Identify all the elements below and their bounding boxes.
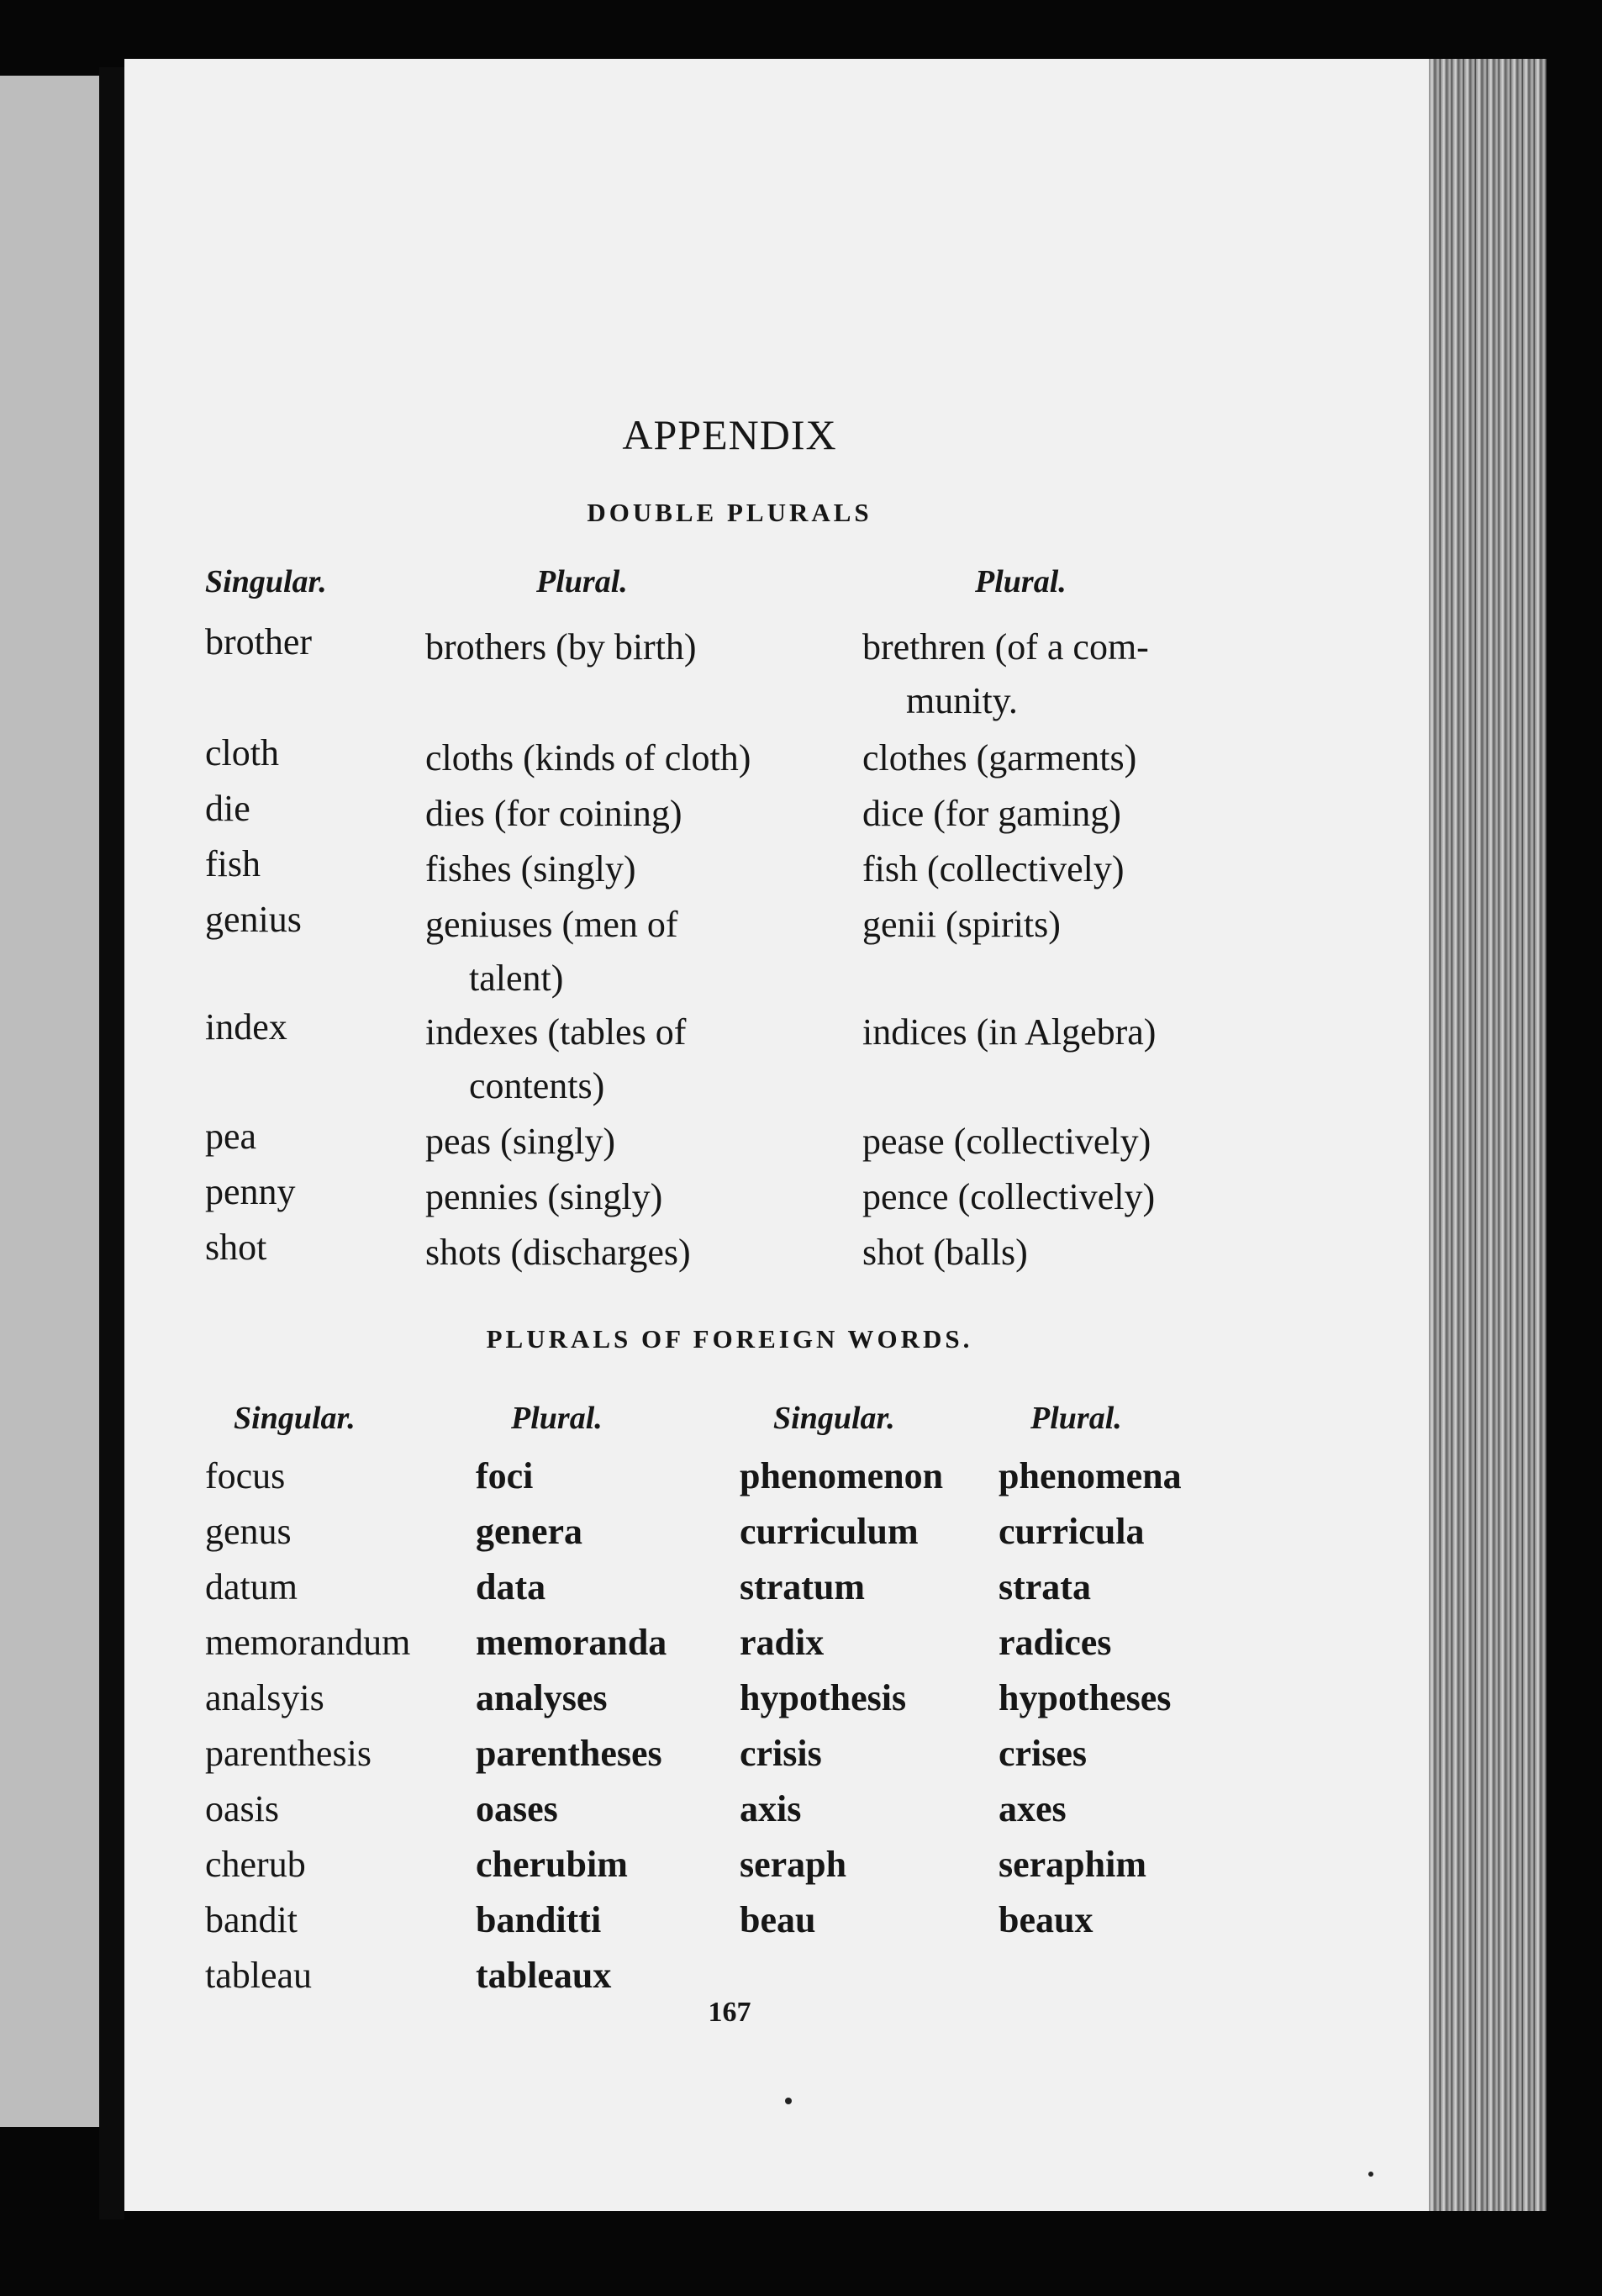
column-header-singular: Singular. xyxy=(205,564,327,599)
plural-alt-text: dice (for gaming) xyxy=(862,793,1121,834)
plural-text: fishes (singly) xyxy=(425,848,636,889)
plural-text: peas (singly) xyxy=(425,1121,616,1162)
plural-cell xyxy=(425,1005,686,1113)
plural-cell xyxy=(425,731,751,785)
singular-cell: memorandum xyxy=(205,1622,411,1663)
plural-alt-text: clothes (garments) xyxy=(862,737,1137,779)
singular-cell: genius xyxy=(205,899,302,940)
scan-speck xyxy=(1368,2172,1373,2177)
plural-cell xyxy=(425,787,682,841)
table-row xyxy=(124,1898,1437,1952)
plural-alt-text: fish (collectively) xyxy=(862,848,1125,889)
singular-cell: parenthesis xyxy=(205,1733,372,1774)
column-header-plural: Plural. xyxy=(536,564,628,599)
plural-cell xyxy=(425,620,697,674)
singular-cell: pea xyxy=(205,1116,257,1157)
plural-alt-text: indices (in Algebra) xyxy=(862,1011,1157,1053)
plural-cell: genera xyxy=(476,1511,583,1552)
plural-alt-text: brethren (of a com- xyxy=(862,626,1149,668)
plural-cell: analyses xyxy=(476,1677,608,1718)
column-header-plural-alt: Plural. xyxy=(1030,1401,1122,1436)
table-row xyxy=(124,1565,1437,1619)
column-header-plural-alt: Plural. xyxy=(975,564,1067,599)
column-header-plural: Plural. xyxy=(511,1401,603,1436)
page-stack-edge xyxy=(1429,59,1547,2211)
singular-cell: penny xyxy=(205,1171,296,1212)
singular-cell: genus xyxy=(205,1511,292,1552)
page-number: 167 xyxy=(708,1997,751,2028)
singular-cell: cloth xyxy=(205,732,279,773)
singular-alt-cell: hypothesis xyxy=(740,1677,907,1718)
book-page xyxy=(124,59,1437,2211)
plural-cell: oases xyxy=(476,1788,558,1829)
left-page-edge xyxy=(0,76,99,2127)
plural-alt-cell xyxy=(862,898,1061,952)
plural-alt-cell: phenomena xyxy=(999,1455,1182,1496)
table-row xyxy=(124,842,1437,896)
singular-alt-cell: radix xyxy=(740,1622,825,1663)
table-row xyxy=(124,1170,1437,1224)
plural-cell: cherubim xyxy=(476,1844,628,1885)
table-row xyxy=(124,1226,1437,1280)
plural-text-continued: talent) xyxy=(469,958,564,999)
section-title-double-plurals: DOUBLE PLURALS xyxy=(587,498,872,527)
singular-alt-cell: seraph xyxy=(740,1844,847,1885)
table-row xyxy=(124,787,1437,841)
plural-alt-cell xyxy=(862,731,1136,785)
plural-text: cloths (kinds of cloth) xyxy=(425,737,751,779)
singular-cell: focus xyxy=(205,1455,286,1496)
table-row xyxy=(124,1510,1437,1564)
plural-alt-cell xyxy=(862,842,1125,896)
column-header-singular: Singular. xyxy=(234,1401,356,1436)
singular-alt-cell: stratum xyxy=(740,1566,866,1607)
plural-alt-cell xyxy=(862,787,1121,841)
plural-alt-cell xyxy=(862,620,1149,728)
plural-alt-cell: beaux xyxy=(999,1899,1093,1940)
singular-cell: shot xyxy=(205,1227,267,1268)
singular-cell: tableau xyxy=(205,1955,313,1996)
table-row xyxy=(124,898,1437,999)
singular-cell: analsyis xyxy=(205,1677,324,1718)
plural-cell: foci xyxy=(476,1455,534,1496)
plural-cell xyxy=(425,1226,691,1280)
singular-alt-cell: phenomenon xyxy=(740,1455,944,1496)
plural-cell xyxy=(425,1170,662,1224)
plural-cell: memoranda xyxy=(476,1622,667,1663)
singular-alt-cell: beau xyxy=(740,1899,816,1940)
singular-alt-cell: crisis xyxy=(740,1733,822,1774)
plural-alt-cell xyxy=(862,1226,1028,1280)
plural-alt-cell xyxy=(862,1170,1155,1224)
table-row xyxy=(124,620,1437,721)
plural-text: pennies (singly) xyxy=(425,1176,663,1217)
plural-alt-cell: axes xyxy=(999,1788,1067,1829)
book-gutter xyxy=(99,67,124,2219)
singular-cell: bandit xyxy=(205,1899,298,1940)
singular-alt-cell: axis xyxy=(740,1788,802,1829)
plural-alt-cell: seraphim xyxy=(999,1844,1146,1885)
plural-cell xyxy=(425,898,678,1005)
section-title-foreign-words: PLURALS OF FOREIGN WORDS. xyxy=(486,1324,973,1354)
table-row xyxy=(124,1732,1437,1786)
table-row xyxy=(124,1787,1437,1841)
singular-cell: brother xyxy=(205,621,313,662)
singular-cell: die xyxy=(205,788,250,829)
singular-cell: index xyxy=(205,1006,287,1048)
plural-alt-cell: crises xyxy=(999,1733,1088,1774)
plural-text: shots (discharges) xyxy=(425,1232,691,1273)
column-header-singular-alt: Singular. xyxy=(773,1401,895,1436)
plural-cell xyxy=(425,842,636,896)
plural-alt-text-continued: munity. xyxy=(906,680,1018,721)
singular-cell: oasis xyxy=(205,1788,279,1829)
table-row xyxy=(124,1621,1437,1675)
scan-speck xyxy=(785,2098,792,2104)
plural-alt-cell: curricula xyxy=(999,1511,1145,1552)
plural-text: dies (for coining) xyxy=(425,793,682,834)
plural-cell: parentheses xyxy=(476,1733,662,1774)
plural-cell: data xyxy=(476,1566,546,1607)
plural-alt-cell: strata xyxy=(999,1566,1091,1607)
plural-text: indexes (tables of xyxy=(425,1011,687,1053)
table-row xyxy=(124,1843,1437,1897)
table-row xyxy=(124,731,1437,785)
singular-cell: datum xyxy=(205,1566,298,1607)
table-row xyxy=(124,1005,1437,1106)
singular-cell: cherub xyxy=(205,1844,306,1885)
plural-cell: banditti xyxy=(476,1899,602,1940)
table-row xyxy=(124,1676,1437,1730)
plural-cell xyxy=(425,1115,615,1169)
plural-alt-text: pence (collectively) xyxy=(862,1176,1156,1217)
plural-alt-cell xyxy=(862,1115,1151,1169)
plural-alt-cell xyxy=(862,1005,1156,1059)
page-title: APPENDIX xyxy=(622,411,837,458)
plural-text-continued: contents) xyxy=(469,1065,605,1106)
singular-alt-cell: curriculum xyxy=(740,1511,919,1552)
singular-cell: fish xyxy=(205,843,261,884)
plural-alt-text: pease (collectively) xyxy=(862,1121,1151,1162)
plural-alt-cell: radices xyxy=(999,1622,1112,1663)
plural-cell: tableaux xyxy=(476,1955,612,1996)
plural-alt-text: shot (balls) xyxy=(862,1232,1028,1273)
plural-alt-cell: hypotheses xyxy=(999,1677,1172,1718)
plural-text: geniuses (men of xyxy=(425,904,678,945)
plural-alt-text: genii (spirits) xyxy=(862,904,1061,945)
table-row xyxy=(124,1454,1437,1508)
table-row xyxy=(124,1115,1437,1169)
plural-text: brothers (by birth) xyxy=(425,626,697,668)
